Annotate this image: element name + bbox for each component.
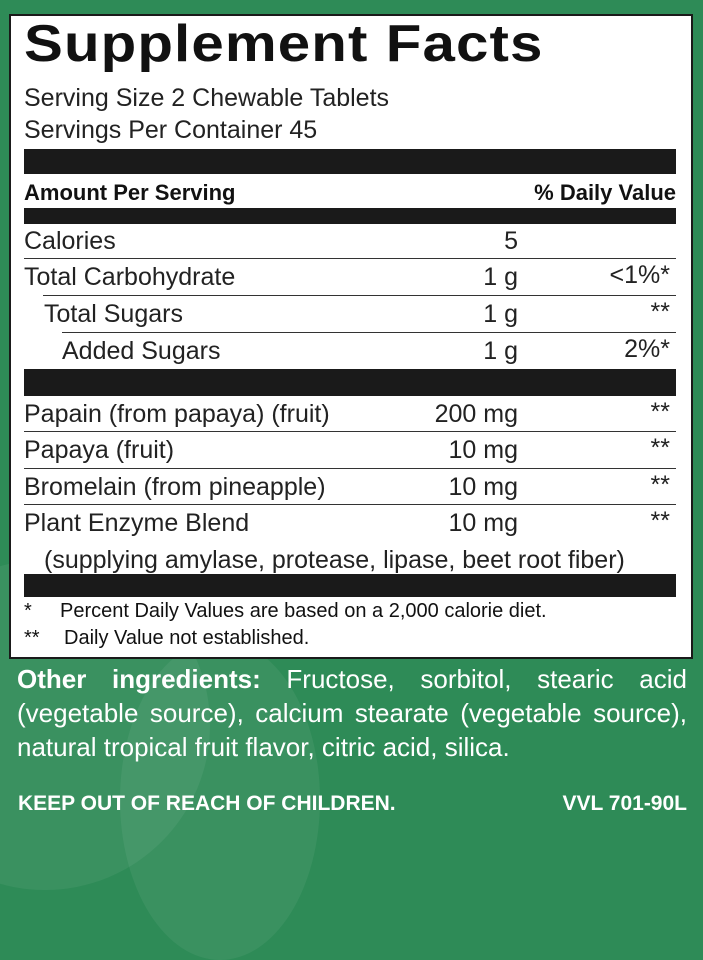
thick-rule [24,208,676,224]
supplement-facts-panel [9,14,693,659]
footnote-not-established [24,627,309,650]
ingredient-amount: 10 mg [448,473,518,501]
ingredient-amount: 200 mg [434,400,518,428]
ingredient-amount: 10 mg [448,509,518,537]
ingredient-row [24,469,676,505]
ingredient-name: Plant Enzyme Blend [24,509,250,537]
ingredient-row [24,432,676,468]
ingredient-name: Bromelain (from pineapple) [24,473,326,501]
ingredient-dv: ** [650,471,670,499]
nutrient-amount: 5 [504,227,518,255]
footnote-percent-dv [24,600,547,623]
nutrient-row [24,333,676,369]
nutrient-name: Calories [24,227,116,255]
nutrient-name: Added Sugars [62,337,221,365]
footnote-text: Daily Value not established. [64,627,310,649]
column-header-row [24,180,676,206]
blend-note: (supplying amylase, protease, lipase, beet root fiber) [44,546,625,574]
footnote-text: Percent Daily Values are based on a 2,000 calorie diet. [60,600,547,622]
ingredient-dv: ** [650,434,670,462]
other-ingredients-label: Other ingredients: [17,664,261,694]
nutrient-amount: 1 g [483,300,518,328]
nutrient-row [24,259,676,295]
nutrient-amount: 1 g [483,337,518,365]
nutrient-row [24,296,676,332]
ingredient-row [24,396,676,432]
nutrient-amount: 1 g [483,263,518,291]
other-ingredients [17,662,687,764]
nutrient-dv: ** [650,298,670,326]
nutrient-dv: <1%* [609,261,670,289]
other-ingredients-text: Fructose, sorbitol, stearic acid (vegetable source), calcium stearate (vegetable source), natural tropical fruit flavor, citric acid, silica. [17,664,688,762]
ingredient-name: Papain (from papaya) (fruit) [24,400,330,428]
thick-rule [24,369,676,396]
footnote-mark: * [24,600,32,622]
panel-title: Supplement Facts [24,15,544,73]
nutrient-name: Total Sugars [44,300,183,328]
ingredient-dv: ** [650,398,670,426]
ingredient-dv: ** [650,507,670,535]
warning-text: KEEP OUT OF REACH OF CHILDREN. [18,792,396,815]
header-amount-per-serving: Amount Per Serving [24,180,236,205]
thick-rule [24,574,676,597]
serving-size: Serving Size 2 Chewable Tablets [24,84,390,112]
footnote-mark: ** [24,627,40,649]
servings-per-container: Servings Per Container 45 [24,116,318,144]
nutrient-name: Total Carbohydrate [24,263,236,291]
ingredient-name: Papaya (fruit) [24,436,175,464]
nutrient-dv: 2%* [624,335,670,363]
header-daily-value: % Daily Value [534,180,676,205]
ingredient-amount: 10 mg [448,436,518,464]
nutrient-row [24,223,676,259]
product-code: VVL 701-90L [562,792,687,815]
ingredient-row [24,505,676,541]
thick-rule [24,149,676,174]
